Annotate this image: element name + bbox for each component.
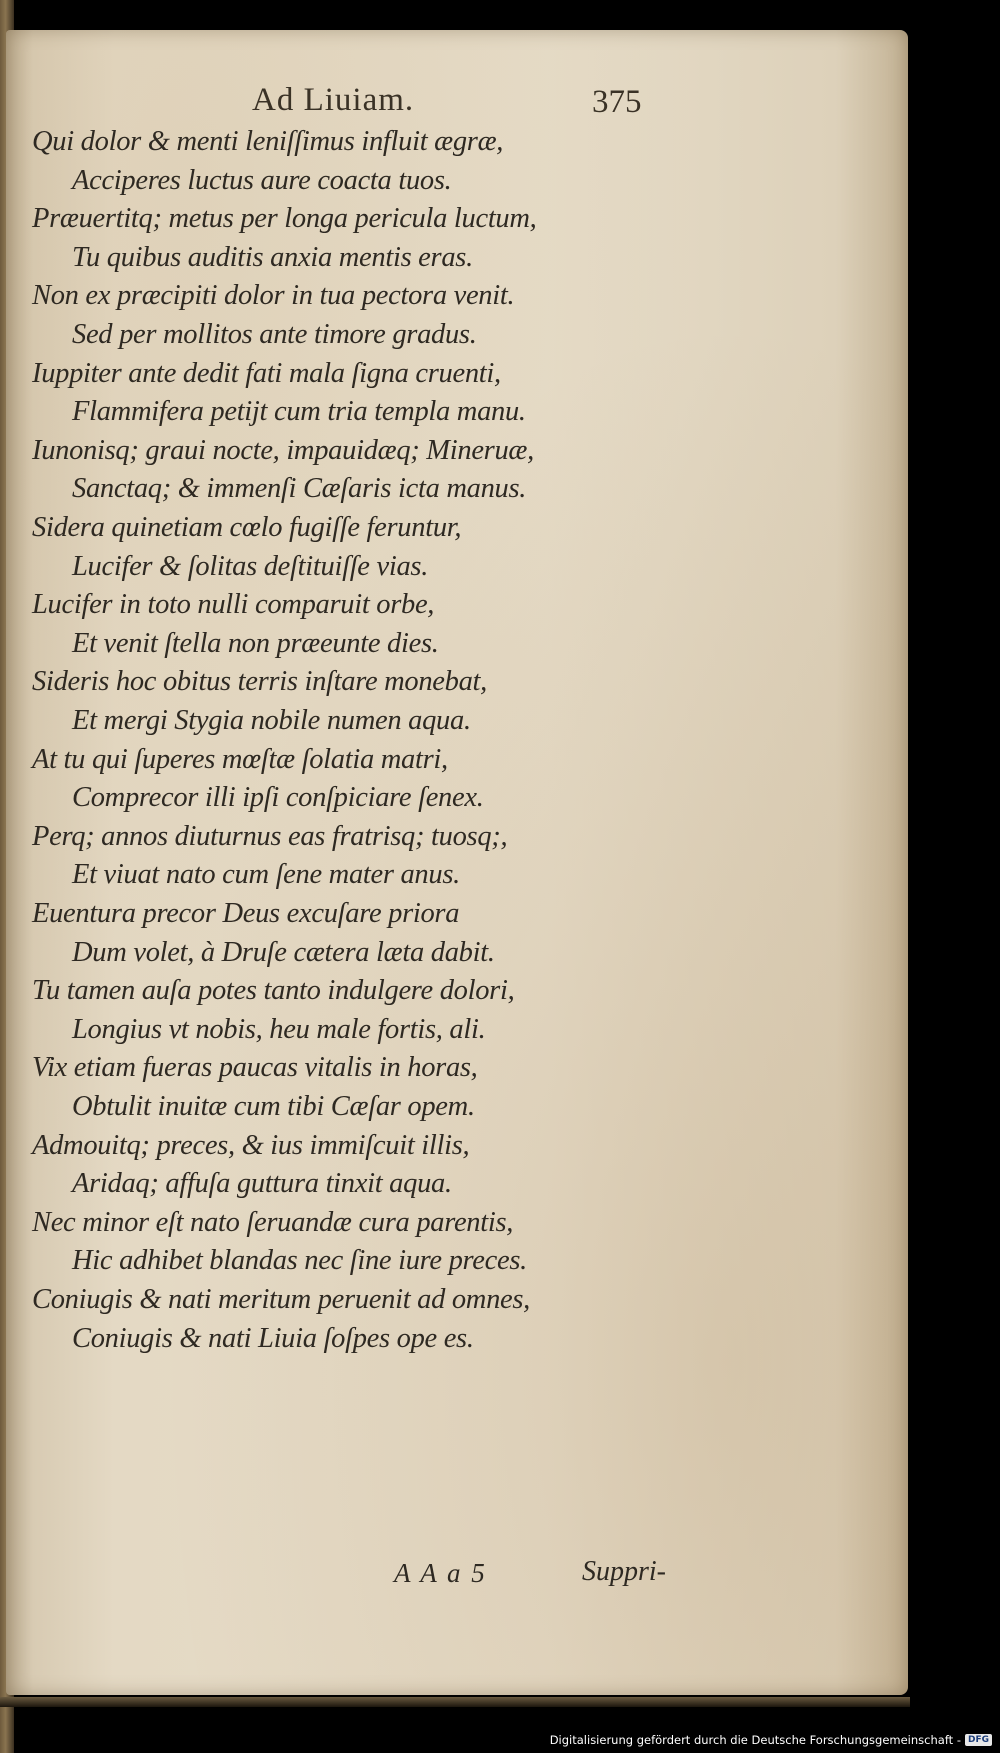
verse-line: Et venit ſtella non præeunte dies. — [72, 627, 439, 659]
verse-line: Flammifera petijt cum tria templa manu. — [72, 396, 526, 428]
verse-line: Perq; annos diuturnus eas fratrisq; tuosq;, — [32, 820, 508, 852]
dfg-logo: DFG — [965, 1734, 992, 1746]
verse-line: Longius vt nobis, heu male fortis, ali. — [72, 1013, 486, 1045]
digitization-footer — [550, 1733, 992, 1747]
verse-line: Tu tamen auſa potes tanto indulgere dolori, — [32, 975, 515, 1007]
verse-line: Et mergi Stygia nobile numen aqua. — [72, 705, 471, 736]
verse-line: Dum volet, à Druſe cætera læta dabit. — [72, 936, 495, 968]
verse-line: Qui dolor & menti leniſſimus influit ægræ, — [32, 126, 504, 157]
verse-line: At tu qui ſuperes mœſtæ ſolatia matri, — [32, 743, 448, 775]
verse-line: Comprecor illi ipſi conſpiciare ſenex. — [72, 782, 484, 814]
verse-line: Nec minor eſt nato ſeruandæ cura parentis, — [32, 1206, 514, 1238]
verse-line: Sideris hoc obitus terris inſtare monebat, — [32, 666, 487, 698]
verse-line: Non ex præcipiti dolor in tua pectora venit. — [32, 280, 515, 312]
verse-line: Aridaq; affuſa guttura tinxit aqua. — [72, 1168, 452, 1200]
verse-line: Acciperes luctus aure coacta tuos. — [72, 164, 452, 196]
page-bottom-edge — [0, 1697, 910, 1707]
verse-line: Vix etiam fueras paucas vitalis in horas, — [32, 1052, 478, 1084]
catchword: Suppri- — [582, 1556, 666, 1587]
verse-line: Sanctaq; & immenſi Cæſaris icta manus. — [72, 473, 527, 505]
verse-line: Coniugis & nati meritum peruenit ad omnes, — [32, 1284, 531, 1315]
book-page — [6, 30, 908, 1695]
verse-line: Lucifer in toto nulli comparuit orbe, — [32, 589, 435, 621]
verse-line: Euentura precor Deus excuſare priora — [32, 898, 460, 929]
verse-line: Præuertitq; metus per longa pericula luctum, — [32, 203, 537, 235]
page-number: 375 — [592, 84, 642, 120]
signature-mark: A A a 5 — [394, 1558, 487, 1588]
verse-line: Admouitq; preces, & ius immiſcuit illis, — [32, 1129, 470, 1161]
verse-line: Iunonisq; graui nocte, impauidæq; Mineruæ, — [32, 434, 534, 466]
verse-line: Lucifer & ſolitas deſtituiſſe vias. — [72, 550, 429, 582]
verse-line: Sidera quinetiam cœlo fugiſſe feruntur, — [32, 512, 462, 543]
verse-line: Iuppiter ante dedit fati mala ſigna cruenti, — [32, 357, 501, 389]
verse-line: Obtulit inuitæ cum tibi Cæſar opem. — [72, 1091, 475, 1122]
footer-text: Digitalisierung gefördert durch die Deutsche Forschungsgemeinschaft - — [549, 1733, 961, 1747]
verse-line: Coniugis & nati Liuia ſoſpes ope es. — [72, 1322, 474, 1354]
verse-line: Hic adhibet blandas nec ſine iure preces. — [72, 1245, 527, 1277]
verse-line: Sed per mollitos ante timore gradus. — [72, 319, 477, 350]
verse-line: Et viuat nato cum ſene mater anus. — [72, 859, 460, 891]
running-head: Ad Liuiam. — [252, 82, 415, 118]
verse-line: Tu quibus auditis anxia mentis eras. — [72, 241, 473, 273]
